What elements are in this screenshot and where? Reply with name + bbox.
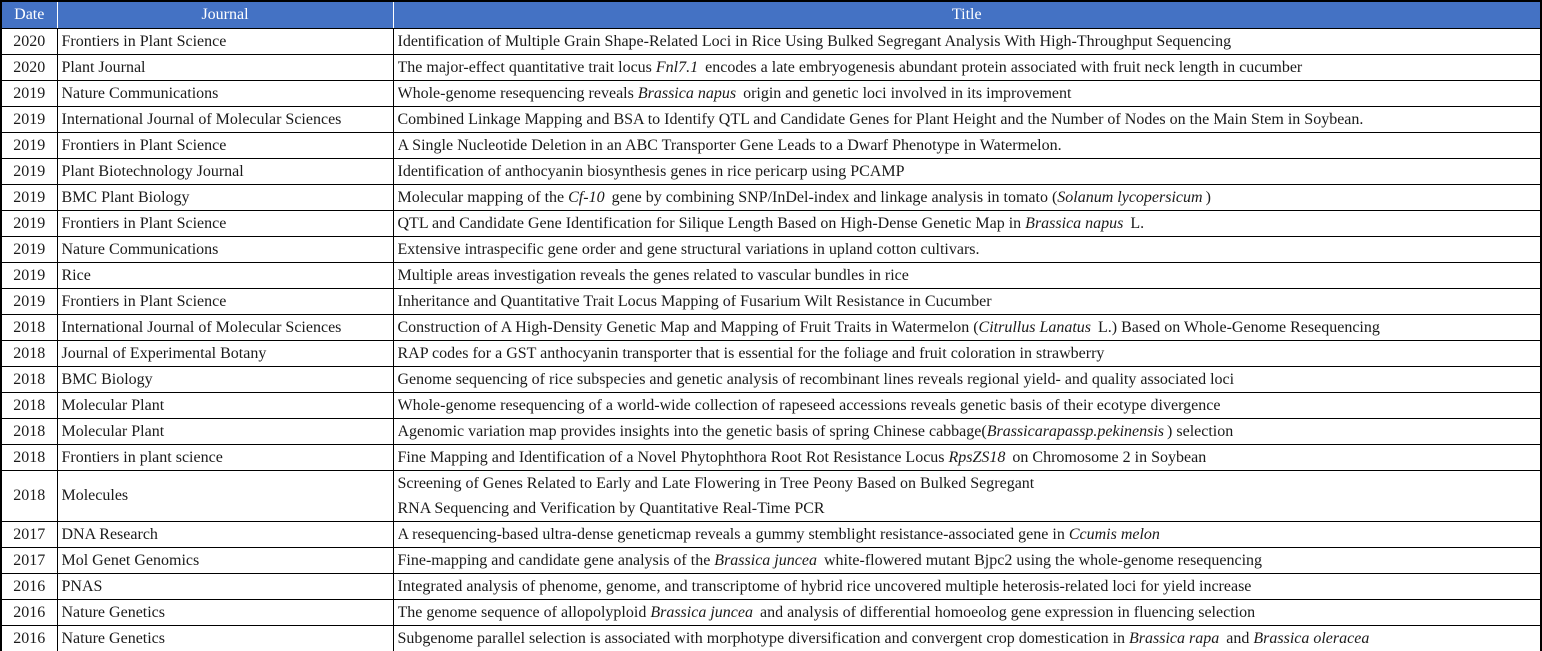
title-cell[interactable] bbox=[393, 159, 1541, 185]
title-segment: encodes a late embryogenesis abundant protein associated with fruit neck length in cucumber bbox=[701, 59, 1303, 76]
title-cell[interactable] bbox=[393, 419, 1541, 445]
title-line bbox=[398, 237, 1537, 262]
title-segment: on Chromosome 2 in Soybean bbox=[1008, 449, 1207, 466]
journal-cell[interactable] bbox=[57, 445, 393, 471]
journal-text: BMC Plant Biology bbox=[61, 188, 190, 206]
table-row bbox=[1, 600, 1541, 626]
title-line bbox=[398, 471, 1537, 496]
title-segment: Molecular mapping of the bbox=[397, 189, 569, 206]
date-cell[interactable] bbox=[1, 419, 57, 445]
journal-text: Frontiers in Plant Science bbox=[61, 32, 227, 50]
journal-cell[interactable] bbox=[57, 522, 393, 548]
date-text: 2016 bbox=[13, 603, 46, 621]
title-segment-italic: Citrullus Lanatus bbox=[978, 319, 1092, 336]
journal-cell[interactable] bbox=[57, 626, 393, 651]
table-row bbox=[1, 522, 1541, 548]
date-cell[interactable] bbox=[1, 315, 57, 341]
title-segment-italic: Brassica juncea bbox=[714, 552, 817, 569]
title-cell[interactable] bbox=[393, 289, 1541, 315]
title-segment: Identification of Multiple Grain Shape-Related Loci in Rice Using Bulked Segregant Analysis With High-Throughput Sequencing bbox=[397, 33, 1232, 50]
title-cell[interactable] bbox=[393, 574, 1541, 600]
journal-cell[interactable] bbox=[57, 81, 393, 107]
journal-cell[interactable] bbox=[57, 419, 393, 445]
title-line bbox=[398, 574, 1537, 599]
journal-cell[interactable] bbox=[57, 107, 393, 133]
table-row bbox=[1, 367, 1541, 393]
date-text: 2019 bbox=[13, 110, 46, 128]
journal-text: Frontiers in Plant Science bbox=[61, 292, 227, 310]
date-cell[interactable] bbox=[1, 341, 57, 367]
date-text: 2019 bbox=[13, 162, 46, 180]
title-segment: Inheritance and Quantitative Trait Locus Mapping of Fusarium Wilt Resistance in Cucumber bbox=[397, 293, 992, 310]
journal-text: BMC Biology bbox=[61, 370, 153, 388]
table-row bbox=[1, 419, 1541, 445]
title-line bbox=[398, 419, 1537, 444]
title-segment: Genome sequencing of rice subspecies and genetic analysis of recombinant lines reveals regional yield- and quality associated loci bbox=[397, 371, 1235, 388]
title-cell[interactable] bbox=[393, 471, 1541, 522]
title-line bbox=[398, 107, 1537, 132]
journal-cell[interactable] bbox=[57, 471, 393, 522]
title-segment: white-flowered mutant Bjpc2 using the whole-genome resequencing bbox=[819, 552, 1263, 569]
journal-text: Nature Genetics bbox=[61, 603, 166, 621]
date-text: 2016 bbox=[13, 629, 46, 647]
title-segment-italic: Solanum lycopersicum bbox=[1057, 189, 1203, 206]
table-row bbox=[1, 81, 1541, 107]
date-text: 2020 bbox=[13, 32, 46, 50]
title-segment: Extensive intraspecific gene order and gene structural variations in upland cotton cultivars. bbox=[397, 241, 980, 258]
column-header-journal-label: Journal bbox=[201, 6, 249, 23]
title-segment: Fine-mapping and candidate gene analysis of the bbox=[397, 552, 715, 569]
title-cell[interactable] bbox=[393, 29, 1541, 55]
journal-text: PNAS bbox=[61, 577, 103, 595]
date-text: 2019 bbox=[13, 240, 46, 258]
date-text: 2018 bbox=[13, 487, 46, 504]
journal-cell[interactable] bbox=[57, 315, 393, 341]
title-cell[interactable] bbox=[393, 211, 1541, 237]
table-row bbox=[1, 471, 1541, 522]
title-segment: Agenomic variation map provides insights into the genetic basis of spring Chinese cabbage( bbox=[397, 423, 987, 440]
title-line bbox=[398, 522, 1537, 547]
title-line bbox=[398, 55, 1537, 80]
title-cell[interactable] bbox=[393, 133, 1541, 159]
table-row bbox=[1, 263, 1541, 289]
date-cell[interactable] bbox=[1, 133, 57, 159]
date-text: 2018 bbox=[13, 396, 46, 414]
date-cell[interactable] bbox=[1, 159, 57, 185]
table-row bbox=[1, 626, 1541, 651]
title-line bbox=[398, 445, 1537, 470]
title-segment: A resequencing-based ultra-dense geneticmap reveals a gummy stemblight resistance-associated gene in bbox=[397, 526, 1069, 543]
table-row bbox=[1, 315, 1541, 341]
journal-cell[interactable] bbox=[57, 29, 393, 55]
title-segment: ) bbox=[1205, 189, 1211, 206]
title-line bbox=[398, 626, 1537, 651]
journal-text: Nature Genetics bbox=[61, 629, 166, 647]
date-text: 2017 bbox=[13, 525, 46, 543]
table-row bbox=[1, 341, 1541, 367]
column-header-date[interactable] bbox=[1, 1, 57, 29]
journal-text: Molecules bbox=[61, 487, 129, 504]
title-line bbox=[398, 29, 1537, 54]
title-line bbox=[398, 211, 1537, 236]
date-text: 2019 bbox=[13, 136, 46, 154]
date-cell[interactable] bbox=[1, 393, 57, 419]
journal-text: Molecular Plant bbox=[61, 422, 165, 440]
title-cell[interactable] bbox=[393, 393, 1541, 419]
title-segment-italic: Brassicarapassp.pekinensis bbox=[986, 423, 1165, 440]
title-segment-italic: Fnl7.1 bbox=[655, 59, 699, 76]
date-cell[interactable] bbox=[1, 548, 57, 574]
date-text: 2019 bbox=[13, 188, 46, 206]
date-cell[interactable] bbox=[1, 289, 57, 315]
date-cell[interactable] bbox=[1, 574, 57, 600]
date-text: 2018 bbox=[13, 318, 46, 336]
title-line bbox=[398, 393, 1537, 418]
title-segment: Whole-genome resequencing of a world-wide collection of rapeseed accessions reveals genetic basis of their ecotype divergence bbox=[397, 397, 1221, 414]
table-row bbox=[1, 185, 1541, 211]
title-segment: L.) Based on Whole-Genome Resequencing bbox=[1094, 319, 1380, 336]
title-line bbox=[398, 496, 1537, 521]
date-cell[interactable] bbox=[1, 263, 57, 289]
table-row bbox=[1, 445, 1541, 471]
title-line bbox=[398, 341, 1537, 366]
table-row bbox=[1, 55, 1541, 81]
title-cell[interactable] bbox=[393, 55, 1541, 81]
title-segment: Identification of anthocyanin biosynthesis genes in rice pericarp using PCAMP bbox=[397, 163, 905, 180]
journal-text: Nature Communications bbox=[61, 84, 219, 102]
journal-cell[interactable] bbox=[57, 600, 393, 626]
title-cell[interactable] bbox=[393, 548, 1541, 574]
table-body bbox=[1, 29, 1541, 651]
date-cell[interactable] bbox=[1, 471, 57, 522]
title-segment: The major-effect quantitative trait locus bbox=[397, 59, 656, 76]
date-cell[interactable] bbox=[1, 107, 57, 133]
journal-cell[interactable] bbox=[57, 548, 393, 574]
title-line bbox=[398, 159, 1537, 184]
column-header-title[interactable] bbox=[393, 1, 1541, 29]
column-header-title-label: Title bbox=[951, 6, 982, 23]
title-segment: Subgenome parallel selection is associated with morphotype diversification and convergent crop domestication in bbox=[397, 630, 1130, 647]
date-cell[interactable] bbox=[1, 55, 57, 81]
title-cell[interactable] bbox=[393, 237, 1541, 263]
date-cell[interactable] bbox=[1, 626, 57, 651]
title-segment-italic: RpsZS18 bbox=[948, 449, 1006, 466]
table-row bbox=[1, 237, 1541, 263]
date-text: 2018 bbox=[13, 422, 46, 440]
journal-cell[interactable] bbox=[57, 574, 393, 600]
title-segment: ) selection bbox=[1167, 423, 1234, 440]
title-segment-italic: Cf-10 bbox=[568, 189, 605, 206]
journal-text: Frontiers in plant science bbox=[61, 448, 223, 466]
title-cell[interactable] bbox=[393, 263, 1541, 289]
table-row bbox=[1, 29, 1541, 55]
journal-cell[interactable] bbox=[57, 55, 393, 81]
journal-text: Nature Communications bbox=[61, 240, 219, 258]
title-cell[interactable] bbox=[393, 341, 1541, 367]
title-segment: origin and genetic loci involved in its improvement bbox=[739, 85, 1072, 102]
journal-text: International Journal of Molecular Sciences bbox=[61, 110, 342, 128]
journal-text: Journal of Experimental Botany bbox=[61, 344, 267, 362]
journal-text: Mol Genet Genomics bbox=[61, 551, 200, 569]
journal-cell[interactable] bbox=[57, 341, 393, 367]
title-cell[interactable] bbox=[393, 445, 1541, 471]
title-segment-italic: Brassica rapa bbox=[1129, 630, 1220, 647]
date-cell[interactable] bbox=[1, 211, 57, 237]
date-cell[interactable] bbox=[1, 81, 57, 107]
table-row bbox=[1, 289, 1541, 315]
title-line bbox=[398, 548, 1537, 573]
column-header-journal[interactable] bbox=[57, 1, 393, 29]
title-segment: gene by combining SNP/InDel-index and linkage analysis in tomato ( bbox=[607, 189, 1058, 206]
journal-text: International Journal of Molecular Sciences bbox=[61, 318, 342, 336]
title-cell[interactable] bbox=[393, 367, 1541, 393]
date-cell[interactable] bbox=[1, 600, 57, 626]
date-text: 2016 bbox=[13, 577, 46, 595]
table-row bbox=[1, 107, 1541, 133]
date-cell[interactable] bbox=[1, 367, 57, 393]
table-row bbox=[1, 211, 1541, 237]
date-cell[interactable] bbox=[1, 445, 57, 471]
title-segment: Fine Mapping and Identification of a Novel Phytophthora Root Rot Resistance Locus bbox=[397, 449, 949, 466]
title-cell[interactable] bbox=[393, 600, 1541, 626]
journal-cell[interactable] bbox=[57, 367, 393, 393]
title-segment: A Single Nucleotide Deletion in an ABC Transporter Gene Leads to a Dwarf Phenotype in Watermelon. bbox=[397, 137, 1062, 154]
title-line bbox=[398, 289, 1537, 314]
title-segment: RAP codes for a GST anthocyanin transporter that is essential for the foliage and fruit coloration in strawberry bbox=[397, 345, 1105, 362]
title-cell[interactable] bbox=[393, 315, 1541, 341]
journal-cell[interactable] bbox=[57, 289, 393, 315]
title-segment: Screening of Genes Related to Early and Late Flowering in Tree Peony Based on Bulked Segregant bbox=[397, 475, 1035, 492]
title-line bbox=[398, 133, 1537, 158]
title-segment-italic: Ccumis melon bbox=[1068, 526, 1160, 543]
title-cell[interactable] bbox=[393, 185, 1541, 211]
date-text: 2018 bbox=[13, 344, 46, 362]
date-text: 2017 bbox=[13, 551, 46, 569]
header-row bbox=[1, 1, 1541, 29]
title-line bbox=[398, 263, 1537, 288]
title-segment: QTL and Candidate Gene Identification for Silique Length Based on High-Dense Genetic Map in bbox=[397, 215, 1026, 232]
title-segment-italic: Brassica napus bbox=[637, 85, 737, 102]
title-segment-italic: Brassica oleracea bbox=[1253, 630, 1370, 647]
date-cell[interactable] bbox=[1, 237, 57, 263]
title-segment-italic: Brassica juncea bbox=[650, 604, 753, 621]
title-segment: Integrated analysis of phenome, genome, and transcriptome of hybrid rice uncovered multiple heterosis-related loci for yield increase bbox=[397, 578, 1252, 595]
title-cell[interactable] bbox=[393, 522, 1541, 548]
table-row bbox=[1, 548, 1541, 574]
journal-cell[interactable] bbox=[57, 133, 393, 159]
title-cell[interactable] bbox=[393, 107, 1541, 133]
table-row bbox=[1, 133, 1541, 159]
journal-text: Plant Journal bbox=[61, 58, 146, 76]
date-text: 2019 bbox=[13, 214, 46, 232]
date-text: 2018 bbox=[13, 448, 46, 466]
journal-text: Molecular Plant bbox=[61, 396, 165, 414]
date-text: 2019 bbox=[13, 84, 46, 102]
journal-text: Frontiers in Plant Science bbox=[61, 136, 227, 154]
table-header bbox=[1, 1, 1541, 29]
date-cell[interactable] bbox=[1, 29, 57, 55]
title-cell[interactable] bbox=[393, 81, 1541, 107]
journal-cell[interactable] bbox=[57, 237, 393, 263]
journal-cell[interactable] bbox=[57, 211, 393, 237]
journal-cell[interactable] bbox=[57, 185, 393, 211]
title-segment-italic: Brassica napus bbox=[1025, 215, 1124, 232]
date-text: 2019 bbox=[13, 266, 46, 284]
title-segment: The genome sequence of allopolyploid bbox=[397, 604, 651, 621]
table-row bbox=[1, 159, 1541, 185]
column-header-date-label: Date bbox=[14, 6, 45, 23]
title-cell[interactable] bbox=[393, 626, 1541, 651]
date-text: 2018 bbox=[13, 370, 46, 388]
title-line bbox=[398, 185, 1537, 210]
title-line bbox=[398, 600, 1537, 625]
journal-cell[interactable] bbox=[57, 159, 393, 185]
title-segment: Whole-genome resequencing reveals bbox=[397, 85, 638, 102]
table-row bbox=[1, 393, 1541, 419]
title-line bbox=[398, 81, 1537, 106]
title-segment: Combined Linkage Mapping and BSA to Identify QTL and Candidate Genes for Plant Height and the Number of Nodes on the Main Stem in Soybean. bbox=[397, 111, 1364, 128]
journal-cell[interactable] bbox=[57, 393, 393, 419]
title-segment: Construction of A High-Density Genetic Map and Mapping of Fruit Traits in Watermelon ( bbox=[397, 319, 979, 336]
journal-text: Frontiers in Plant Science bbox=[61, 214, 227, 232]
date-cell[interactable] bbox=[1, 185, 57, 211]
title-segment: and bbox=[1222, 630, 1254, 647]
title-segment: RNA Sequencing and Verification by Quantitative Real-Time PCR bbox=[397, 500, 825, 517]
journal-text: Plant Biotechnology Journal bbox=[61, 162, 244, 180]
title-segment: and analysis of differential homoeolog gene expression in fluencing selection bbox=[755, 604, 1256, 621]
table-row bbox=[1, 574, 1541, 600]
title-line bbox=[398, 367, 1537, 392]
journal-text: DNA Research bbox=[61, 525, 158, 543]
title-segment: L. bbox=[1126, 215, 1145, 232]
title-segment: Multiple areas investigation reveals the genes related to vascular bundles in rice bbox=[397, 267, 909, 284]
date-text: 2019 bbox=[13, 292, 46, 310]
journal-cell[interactable] bbox=[57, 263, 393, 289]
date-cell[interactable] bbox=[1, 522, 57, 548]
journal-text: Rice bbox=[61, 266, 91, 284]
title-line bbox=[398, 315, 1537, 340]
date-text: 2020 bbox=[13, 58, 46, 76]
